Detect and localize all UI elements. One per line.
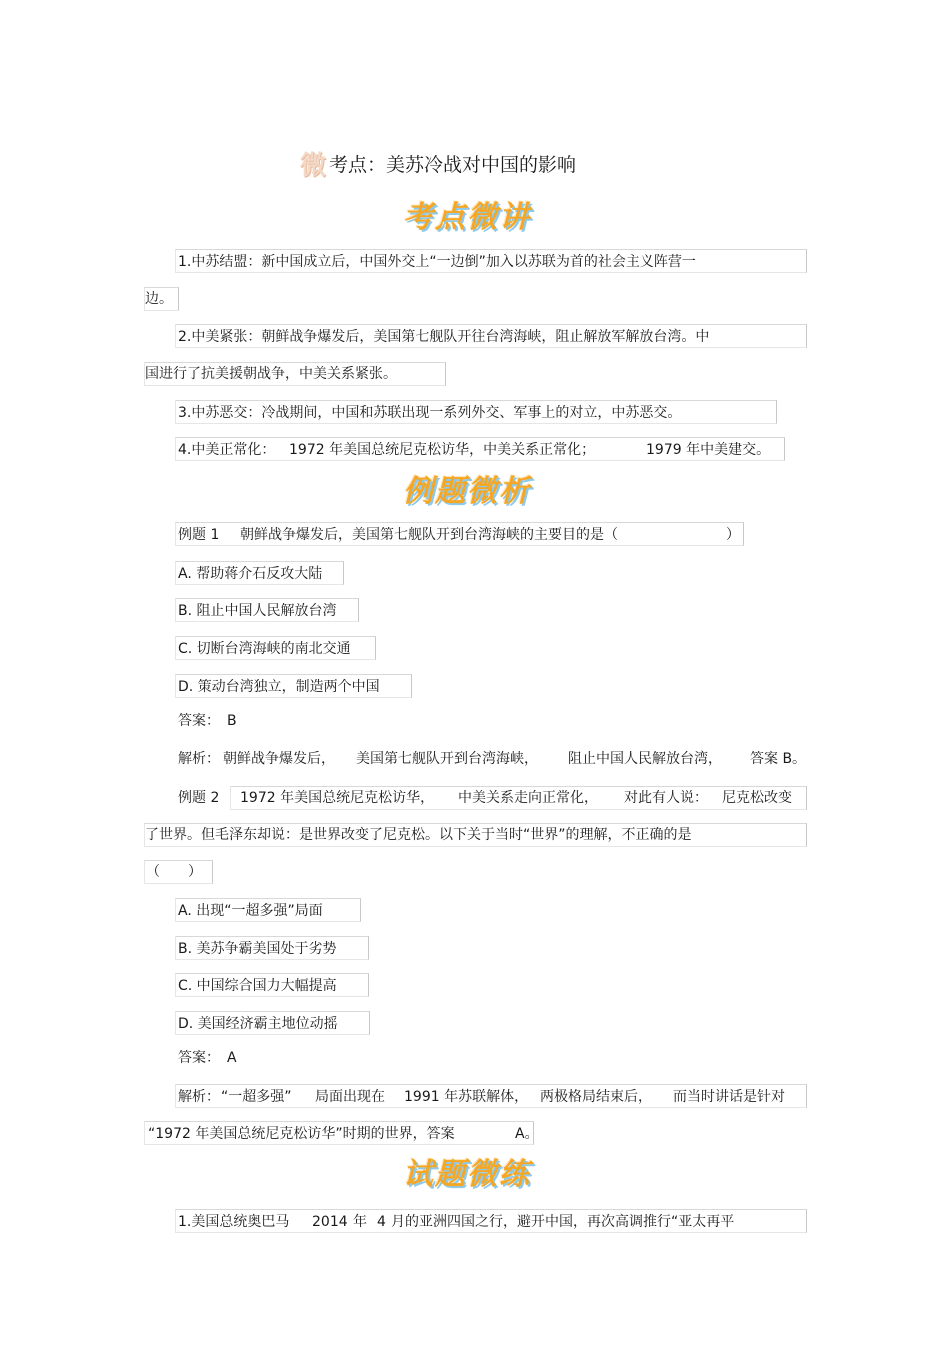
example-2-label: 例题 2 [178,790,220,806]
example-2-option-a: A. 出现“一超多强”局面 [178,903,323,919]
example-2-question-line-2: 了世界。但毛泽东却说：是世界改变了尼克松。以下关于当时“世界”的理解，不正确的是 [145,827,692,843]
example-1-option-a: A. 帮助蒋介石反攻大陆 [178,566,323,582]
point-1-line-1: 1.中苏结盟：新中国成立后，中国外交上“一边倒”加入以苏联为首的社会主义阵营一 [178,254,696,270]
example-2-analysis-1: “一超多强” [221,1089,292,1105]
example-1-answer-label: 答案： [178,713,220,729]
point-1-line-2: 边。 [145,291,173,307]
point-4-label: 4.中美正常化： [178,442,276,458]
example-2-paren: （ ） [146,864,202,880]
example-2-analysis-4: 两极格局结束后， [540,1089,652,1105]
point-2-line-1: 2.中美紧张：朝鲜战争爆发后，美国第七舰队开往台湾海峡，阻止解放军解放台湾。中 [178,329,710,345]
banner-liti: 例题微析 [403,474,531,509]
example-1-option-b: B. 阻止中国人民解放台湾 [178,603,337,619]
point-2-line-2: 国进行了抗美援朝战争，中美关系紧张。 [145,366,397,382]
banner-shiti: 试题微练 [403,1157,531,1192]
example-1-analysis-3: 阻止中国人民解放台湾， [568,751,722,767]
wei-logo: 微 [300,150,326,181]
example-2-analysis-line-2: “1972 年美国总统尼克松访华”时期的世界，答案 [148,1126,455,1142]
practice-1-part-5: 月的亚洲四国之行，避开中国，再次高调推行“亚太再平 [391,1214,735,1230]
example-2-analysis-answer: A。 [515,1126,539,1142]
example-2-analysis-3: 1991 年苏联解体， [404,1089,529,1105]
example-1-analysis-label: 解析： [178,751,220,767]
example-2-analysis-5: 而当时讲话是针对 [673,1089,785,1105]
example-2-question-1: 1972 年美国总统尼克松访华， [240,790,435,806]
title-text: 考点：美苏冷战对中国的影响 [329,153,577,176]
example-2-option-d: D. 美国经济霸主地位动摇 [178,1016,338,1032]
example-2-question-2: 中美关系走向正常化， [458,790,598,806]
example-1-analysis-4: 答案 B。 [750,751,807,767]
example-2-answer-label: 答案： [178,1050,220,1066]
practice-1-part-3: 年 [353,1214,367,1230]
practice-1-part-4: 4 [377,1214,386,1230]
practice-1-part-1: 1.美国总统奥巴马 [178,1214,290,1230]
example-2-question-4: 尼克松改变 [722,790,792,806]
example-2-analysis-label: 解析： [178,1089,220,1105]
example-1-question: 朝鲜战争爆发后，美国第七舰队开到台湾海峡的主要目的是（ [240,527,618,543]
point-4-text: 1972 年美国总统尼克松访华，中美关系正常化； [289,442,596,458]
banner-kaodian: 考点微讲 [403,200,531,235]
example-1-label: 例题 1 [178,527,220,543]
example-2-analysis-2: 局面出现在 [315,1089,385,1105]
example-1-option-c: C. 切断台湾海峡的南北交通 [178,641,351,657]
example-1-answer: B [227,713,237,729]
example-2-option-b: B. 美苏争霸美国处于劣势 [178,941,337,957]
example-1-option-d: D. 策动台湾独立，制造两个中国 [178,679,380,695]
example-1-analysis-1: 朝鲜战争爆发后， [223,751,335,767]
page-title [300,148,577,181]
practice-1-part-2: 2014 [312,1214,348,1230]
example-1-paren: ） [726,527,740,543]
point-4-text-2: 1979 年中美建交。 [646,442,771,458]
example-1-analysis-2: 美国第七舰队开到台湾海峡， [356,751,538,767]
example-2-option-c: C. 中国综合国力大幅提高 [178,978,337,994]
example-2-answer: A [227,1050,237,1066]
point-3: 3.中苏恶交：冷战期间，中国和苏联出现一系列外交、军事上的对立，中苏恶交。 [178,405,682,421]
example-2-question-3: 对此有人说： [624,790,708,806]
